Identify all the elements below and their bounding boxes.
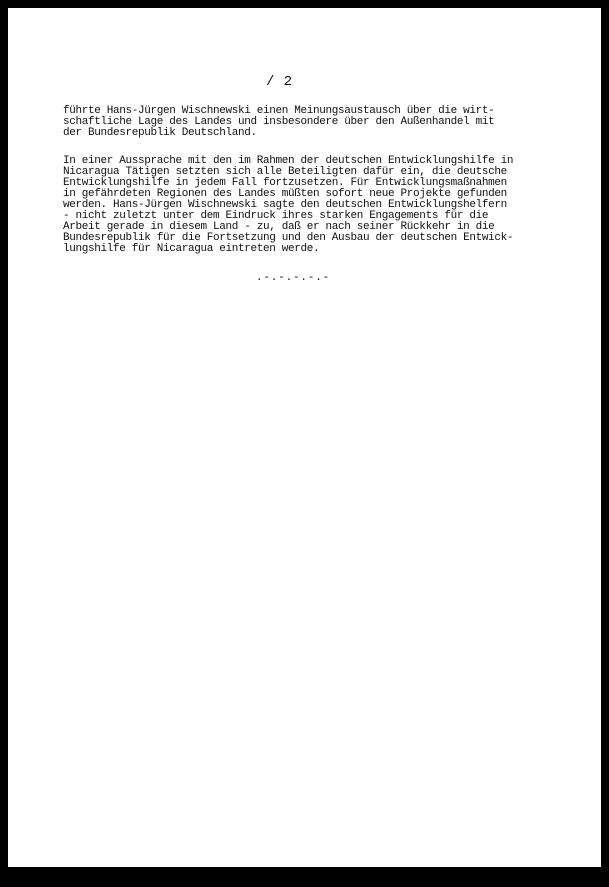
page-number: / 2 bbox=[266, 74, 293, 90]
text-line: werden. Hans-Jürgen Wischnewski sagte den deutschen Entwicklungshelfern bbox=[63, 199, 507, 211]
text-line: Entwicklungshilfe in jedem Fall fortzusetzen. Für Entwicklungsmaßnahmen bbox=[63, 177, 507, 189]
text-line: Arbeit gerade in diesem Land - zu, daß er nach seiner Rückkehr in die bbox=[63, 221, 495, 233]
text-line: In einer Aussprache mit den im Rahmen der deutschen Entwicklungshilfe in bbox=[63, 155, 514, 167]
text-line: - nicht zuletzt unter dem Eindruck ihres starken Engagements für die bbox=[63, 210, 489, 222]
text-line: führte Hans-Jürgen Wischnewski einen Meinungsaustausch über die wirt- bbox=[63, 105, 495, 117]
text-line: Bundesrepublik für die Fortsetzung und den Ausbau der deutschen Entwick- bbox=[63, 232, 514, 244]
text-line: der Bundesrepublik Deutschland. bbox=[63, 127, 257, 139]
paragraph-economic-exchange bbox=[63, 106, 583, 139]
text-line: schaftliche Lage des Landes und insbesondere über den Außenhandel mit bbox=[63, 116, 495, 128]
text-line: lungshilfe für Nicaragua eintreten werde. bbox=[63, 243, 320, 255]
text-line: in gefährdeten Regionen des Landes müßten sofort neue Projekte gefunden bbox=[63, 188, 507, 200]
text-line: Nicaragua Tätigen setzten sich alle Beteiligten dafür ein, die deutsche bbox=[63, 166, 507, 178]
document-page bbox=[8, 8, 601, 867]
closing-mark: .-.-.-.-.- bbox=[256, 272, 331, 284]
paragraph-development-aid bbox=[63, 156, 583, 255]
